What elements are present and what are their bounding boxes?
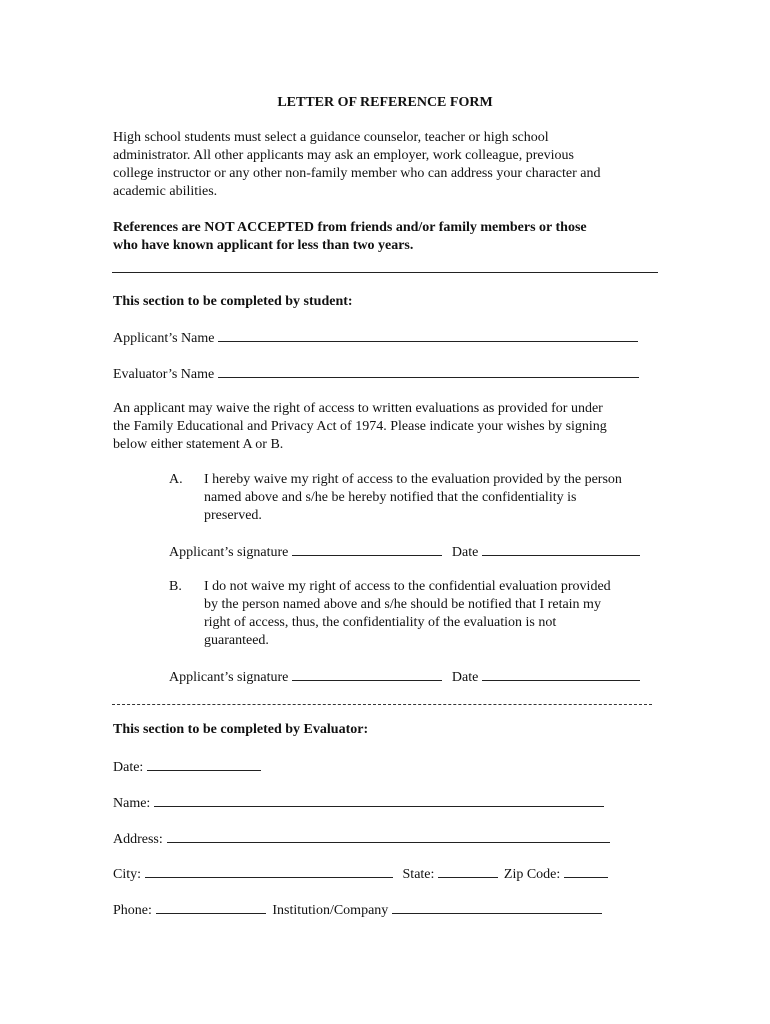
waiver-paragraph: [113, 400, 673, 454]
warning-line: who have known applicant for less than two years.: [113, 238, 414, 253]
option-b-line: right of access, thus, the confidentiality of the evaluation is not: [204, 615, 557, 630]
evaluator-state-field[interactable]: [438, 864, 498, 878]
evaluator-section-heading: This section to be completed by Evaluator:: [113, 722, 369, 737]
evaluator-name-field[interactable]: [218, 364, 639, 378]
applicant-name-label: Applicant’s Name: [113, 331, 215, 346]
option-b-signature-label: Applicant’s signature: [169, 670, 289, 685]
intro-line: college instructor or any other non-family member who can address your character and: [113, 166, 601, 181]
option-b-signature-field[interactable]: [292, 667, 442, 681]
section-divider: [112, 272, 658, 273]
evaluator-state-label: State:: [402, 867, 435, 882]
option-b-letter: B.: [169, 579, 182, 594]
option-a-letter: A.: [169, 472, 183, 487]
evaluator-name-label: Evaluator’s Name: [113, 367, 215, 382]
option-a-date-label: Date: [451, 545, 479, 560]
evaluator-name-label2: Name:: [113, 796, 151, 811]
waiver-line: An applicant may waive the right of access to written evaluations as provided for under: [113, 401, 603, 416]
option-a-signature-field[interactable]: [292, 542, 442, 556]
form-title: LETTER OF REFERENCE FORM: [277, 95, 493, 110]
option-b-signature-row: [169, 667, 640, 687]
evaluator-phone-field[interactable]: [156, 900, 266, 914]
option-b-line: guaranteed.: [204, 633, 269, 648]
evaluator-name-field2[interactable]: [154, 793, 604, 807]
evaluator-date-row: [113, 757, 261, 777]
evaluator-zip-label: Zip Code:: [503, 867, 561, 882]
warning-paragraph: [113, 219, 673, 255]
student-section-heading: This section to be completed by student:: [113, 294, 353, 309]
option-b-text: [204, 578, 611, 650]
evaluator-phone-label: Phone:: [113, 903, 152, 918]
cut-line-divider: [112, 704, 652, 705]
evaluator-city-row: [113, 864, 608, 884]
option-a-text: [204, 471, 622, 525]
evaluator-address-label: Address:: [113, 832, 163, 847]
option-a-date-field[interactable]: [482, 542, 640, 556]
evaluator-name-row: [113, 364, 639, 384]
evaluator-date-field[interactable]: [147, 757, 261, 771]
option-a-signature-label: Applicant’s signature: [169, 545, 289, 560]
waiver-line: the Family Educational and Privacy Act of 1974. Please indicate your wishes by signing: [113, 419, 607, 434]
intro-paragraph: [113, 129, 673, 201]
waiver-line: below either statement A or B.: [113, 437, 284, 452]
evaluator-zip-field[interactable]: [564, 864, 608, 878]
option-a-line: I hereby waive my right of access to the evaluation provided by the person: [204, 472, 622, 487]
evaluator-address-field[interactable]: [167, 829, 610, 843]
intro-line: High school students must select a guidance counselor, teacher or high school: [113, 130, 549, 145]
warning-line: References are NOT ACCEPTED from friends and/or family members or those: [113, 220, 587, 235]
option-a-line: named above and s/he be hereby notified that the confidentiality is: [204, 490, 577, 505]
option-a-line: preserved.: [204, 508, 262, 523]
evaluator-name-row2: [113, 793, 604, 813]
evaluator-city-label: City:: [113, 867, 142, 882]
option-b-date-field[interactable]: [482, 667, 640, 681]
evaluator-date-label: Date:: [113, 760, 144, 775]
applicant-name-field[interactable]: [218, 328, 638, 342]
evaluator-institution-field[interactable]: [392, 900, 602, 914]
intro-line: academic abilities.: [113, 184, 218, 199]
evaluator-phone-row: [113, 900, 602, 920]
evaluator-address-row: [113, 829, 610, 849]
option-b-line: I do not waive my right of access to the confidential evaluation provided: [204, 579, 611, 594]
option-a-signature-row: [169, 542, 640, 562]
applicant-name-row: [113, 328, 638, 348]
option-b-line: by the person named above and s/he should be notified that I retain my: [204, 597, 601, 612]
evaluator-city-field[interactable]: [145, 864, 393, 878]
evaluator-institution-label: Institution/Company: [272, 903, 389, 918]
intro-line: administrator. All other applicants may ask an employer, work colleague, previous: [113, 148, 574, 163]
option-b-date-label: Date: [451, 670, 479, 685]
